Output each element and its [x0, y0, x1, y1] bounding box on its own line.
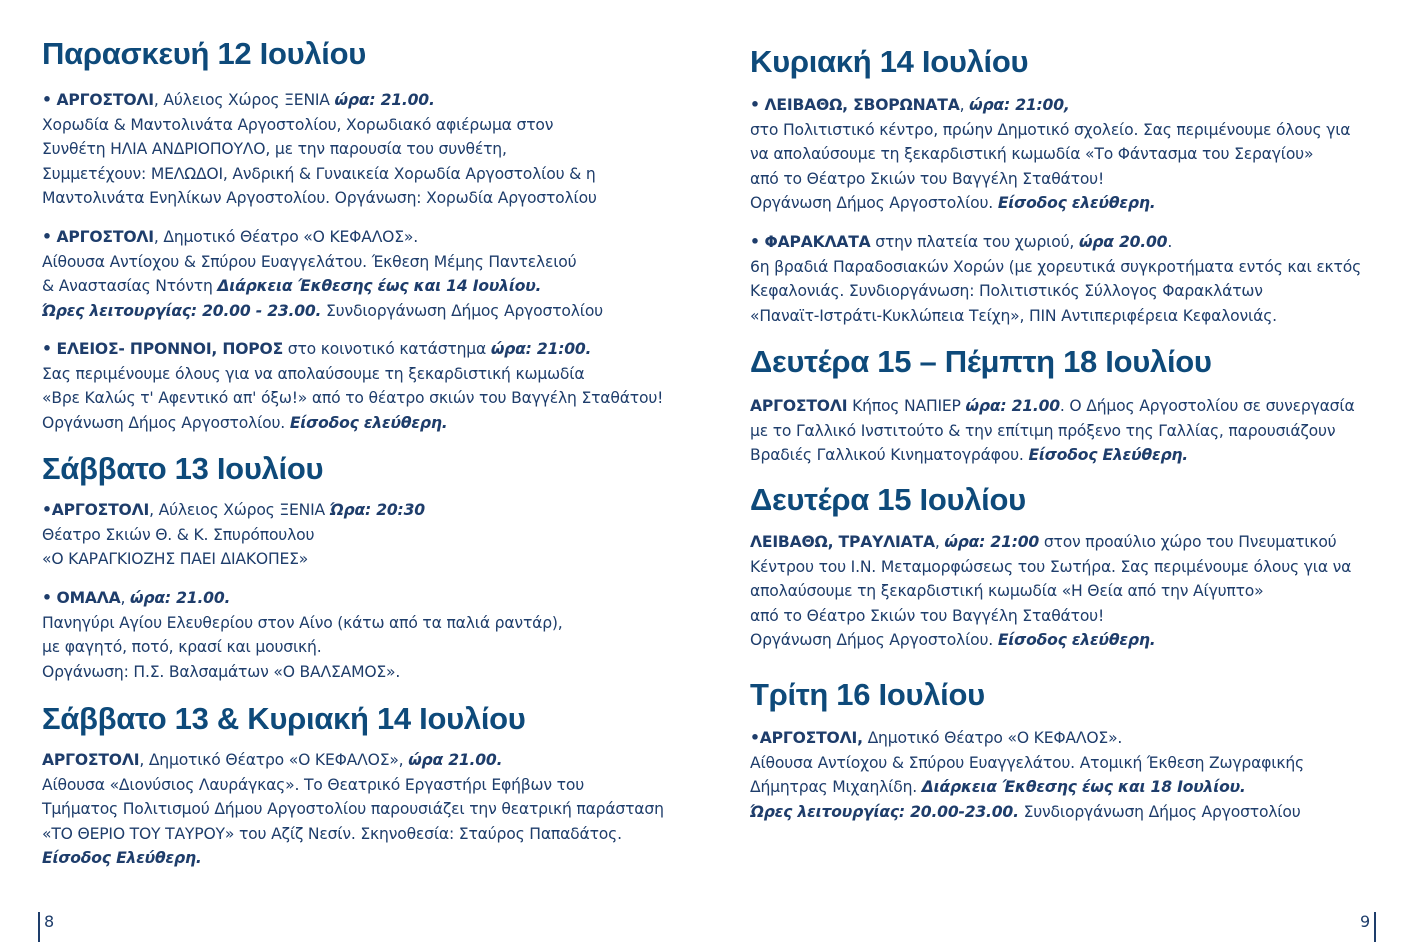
day-heading: Παρασκευή 12 Ιουλίου: [42, 36, 366, 71]
bullet: •: [42, 91, 52, 109]
event-place: ΑΡΓΟΣΤΟΛΙ,: [759, 729, 863, 747]
day-heading: Σάββατο 13 & Κυριακή 14 Ιουλίου: [42, 701, 526, 736]
event-place: ΑΡΓΟΣΤΟΛΙ: [750, 397, 848, 415]
event-entry: • ΑΡΓΟΣΤΟΛΙ, Αύλειος Χώρος ΞΕΝΙΑ ώρα: 21.00. Χορωδία & Μαντολινάτα Αργοστολίου, Χορωδιακό αφιέρωμα στον Συνθέτη ΗΛΙΑ ΑΝΔΡΙΟΠΟΥΛΟ, με την παρουσία του συνθέτη, Συμμετέχουν: ΜΕΛΩΔΟΙ, Ανδρική & Γυναικεία Χορωδία Αργοστολίου & η Μαντολινάτα Ενηλίκων Αργοστολίου. Οργάνωση: Χορωδία Αργοστολίου: [42, 91, 597, 208]
event-place: ΕΛΕΙΟΣ- ΠΡΟΝΝΟΙ, ΠΟΡΟΣ: [56, 340, 284, 358]
event-time: ώρα 20.00: [1078, 233, 1168, 251]
event-entry: • ΕΛΕΙΟΣ- ΠΡΟΝΝΟΙ, ΠΟΡΟΣ στο κοινοτικό κατάστημα ώρα: 21:00. Σας περιμένουμε όλους για να απολαύσουμε τη ξεκαρδιστική κωμωδία «Βρε Καλώς τ' Αφεντικό απ' όξω!» από το θέατρο σκιών του Βαγγέλη Σταθάτου! Οργάνωση Δήμος Αργοστολίου. Είσοδος ελεύθερη.: [42, 340, 664, 432]
day-heading: Κυριακή 14 Ιουλίου: [750, 44, 1029, 79]
event-time: ώρα: 21:00: [944, 533, 1040, 551]
event-time: Ώρα: 20:30: [329, 501, 425, 519]
event-entry: ΑΡΓΟΣΤΟΛΙ, Δημοτικό Θέατρο «Ο ΚΕΦΑΛΟΣ», ώρα 21.00. Αίθουσα «Διονύσιος Λαυράγκας». Το Θεατρικό Εργαστήρι Εφήβων του Τμήματος Πολιτισμού Δήμου Αργοστολίου παρουσιάζει την θεατρική παράσταση «ΤΟ ΘΕΡΙΟ ΤΟΥ ΤΑΥΡΟΥ» του Αζίζ Νεσίν. Σκηνοθεσία: Σταύρος Παπαδάτος. Είσοδος Ελεύθερη.: [42, 751, 664, 868]
event-entry: • ΑΡΓΟΣΤΟΛΙ, Δημοτικό Θέατρο «Ο ΚΕΦΑΛΟΣ». Αίθουσα Αντίοχου & Σπύρου Ευαγγελάτου. Έκθεση Μέμης Παντελειού & Αναστασίας Ντόντη Διάρκεια Έκθεσης έως και 14 Ιουλίου. Ώρες λειτουργίας: 20.00 - 23.00. Συνδιοργάνωση Δήμος Αργοστολίου: [42, 228, 603, 320]
event-entry: •ΑΡΓΟΣΤΟΛΙ, Δημοτικό Θέατρο «Ο ΚΕΦΑΛΟΣ». Αίθουσα Αντίοχου & Σπύρου Ευαγγελάτου. Ατομική Έκθεση Ζωγραφικής Δήμητρας Μιχαηλίδη. Διάρκεια Έκθεσης έως και 18 Ιουλίου. Ώρες λειτουργίας: 20.00-23.00. Συνδιοργάνωση Δήμος Αργοστολίου: [750, 729, 1304, 821]
event-entry: •ΑΡΓΟΣΤΟΛΙ, Αύλειος Χώρος ΞΕΝΙΑ Ώρα: 20:30 Θέατρο Σκιών Θ. & Κ. Σπυρόπουλου «Ο ΚΑΡΑΓΚΙΟΖΗΣ ΠΑΕΙ ΔΙΑΚΟΠΕΣ»: [42, 501, 425, 569]
event-entry: • ΦΑΡΑΚΛΑΤΑ στην πλατεία του χωριού, ώρα 20.00. 6η βραδιά Παραδοσιακών Χορών (με χορευτικά συγκροτήματα εντός και εκτός Κεφαλονιάς. Συνδιοργάνωση: Πολιτιστικός Σύλλογος Φαρακλάτων «Παναϊτ-Ιστράτι-Κυκλώπεια Τείχη», ΠΙΝ Αντιπεριφέρεια Κεφαλονιάς.: [750, 233, 1362, 325]
event-place: ΑΡΓΟΣΤΟΛΙ: [42, 751, 140, 769]
event-entry: ΑΡΓΟΣΤΟΛΙ Κήπος ΝΑΠΙΕΡ ώρα: 21.00. Ο Δήμος Αργοστολίου σε συνεργασία με το Γαλλικό Ινστιτούτο & την επίτιμη πρόξενο της Γαλλίας, παρουσιάζουν Βραδιές Γαλλικού Κινηματογράφου. Είσοδος Ελεύθερη.: [750, 397, 1355, 465]
day-heading: Σάββατο 13 Ιουλίου: [42, 451, 324, 486]
page-number-right: 9: [1360, 912, 1376, 942]
day-heading: Δευτέρα 15 – Πέμπτη 18 Ιουλίου: [750, 344, 1212, 379]
page-number-left: 8: [38, 912, 54, 942]
bullet: •: [750, 233, 760, 251]
bullet: •: [42, 501, 52, 519]
event-time: ώρα: 21.00.: [334, 91, 435, 109]
bullet: •: [42, 228, 52, 246]
event-place: ΑΡΓΟΣΤΟΛΙ: [51, 501, 150, 519]
event-place: ΑΡΓΟΣΤΟΛΙ: [56, 91, 154, 109]
bullet: •: [42, 589, 52, 607]
event-time: ώρα: 21:00,: [969, 96, 1070, 114]
event-place: ΟΜΑΛΑ: [56, 589, 121, 607]
event-place: ΑΡΓΟΣΤΟΛΙ: [56, 228, 154, 246]
event-place: ΛΕΙΒΑΘΩ, ΣΒΟΡΩΝΑΤΑ: [764, 96, 960, 114]
bullet: •: [750, 96, 760, 114]
day-heading: Τρίτη 16 Ιουλίου: [750, 677, 985, 712]
event-place: ΦΑΡΑΚΛΑΤΑ: [764, 233, 871, 251]
event-entry: ΛΕΙΒΑΘΩ, ΤΡΑΥΛΙΑΤΑ, ώρα: 21:00 στον προαύλιο χώρο του Πνευματικού Κέντρου του Ι.Ν. Μεταμορφώσεως του Σωτήρα. Σας περιμένουμε όλους για να απολαύσουμε τη ξεκαρδιστική κωμωδία «Η Θεία από την Αίγυπτο» από το Θέατρο Σκιών του Βαγγέλη Σταθάτου! Οργάνωση Δήμος Αργοστολίου. Είσοδος ελεύθερη.: [750, 533, 1352, 650]
bullet: •: [42, 340, 52, 358]
day-heading: Δευτέρα 15 Ιουλίου: [750, 482, 1026, 517]
event-time: ώρα: 21.00.: [130, 589, 231, 607]
event-time: ώρα 21.00.: [408, 751, 503, 769]
event-place: ΛΕΙΒΑΘΩ, ΤΡΑΥΛΙΑΤΑ: [750, 533, 935, 551]
event-time: ώρα: 21:00.: [490, 340, 592, 358]
bullet: •: [750, 729, 760, 747]
event-entry: • ΛΕΙΒΑΘΩ, ΣΒΟΡΩΝΑΤΑ, ώρα: 21:00, στο Πολιτιστικό κέντρο, πρώην Δημοτικό σχολείο. Σας περιμένουμε όλους για να απολαύσουμε τη ξεκαρδιστική κωμωδία «Το Φάντασμα του Σεραγίου» από το Θέατρο Σκιών του Βαγγέλη Σταθάτου! Οργάνωση Δήμος Αργοστολίου. Είσοδος ελεύθερη.: [750, 96, 1351, 213]
event-entry: • ΟΜΑΛΑ, ώρα: 21.00. Πανηγύρι Αγίου Ελευθερίου στον Αίνο (κάτω από τα παλιά ραντάρ), με φαγητό, ποτό, κρασί και μουσική. Οργάνωση: Π.Σ. Βαλσαμάτων «Ο ΒΑΛΣΑΜΟΣ».: [42, 589, 563, 681]
event-time: ώρα: 21.00: [965, 397, 1060, 415]
